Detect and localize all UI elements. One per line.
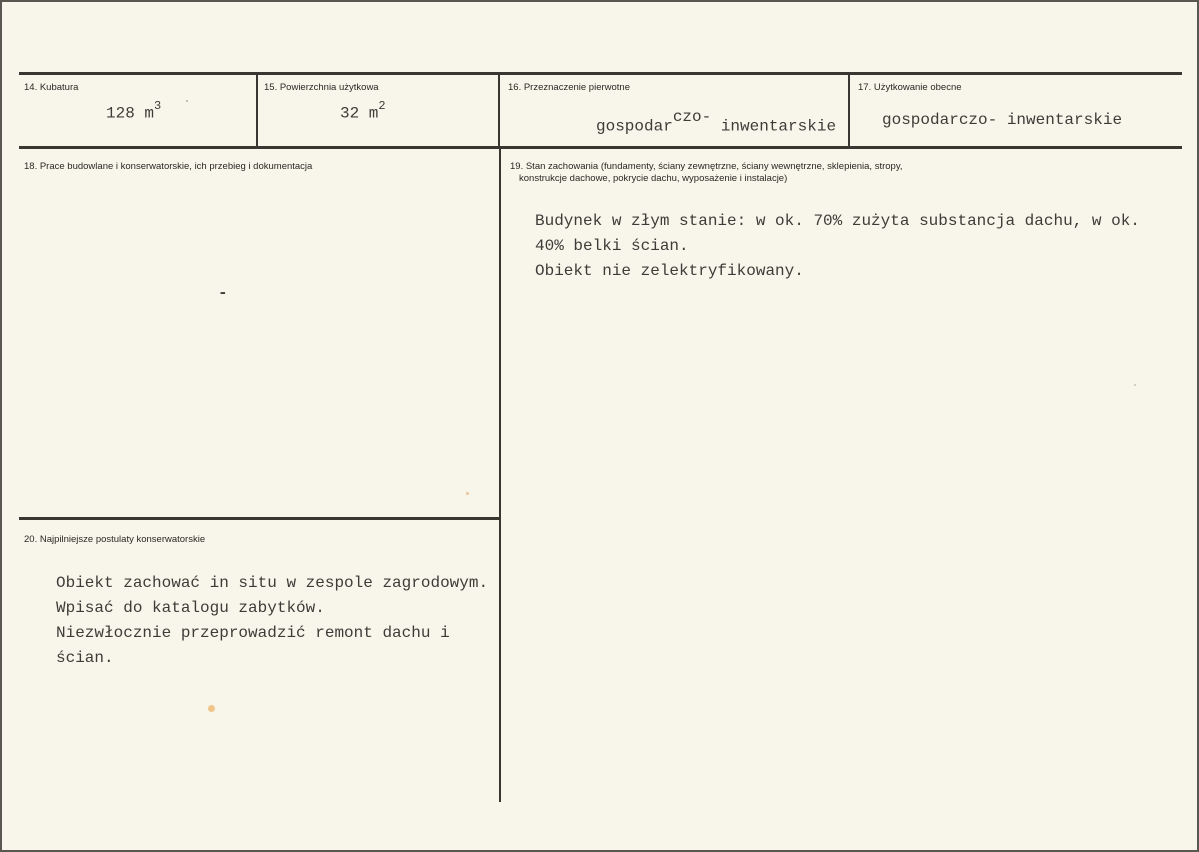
field-16-label: 16. Przeznaczenie pierwotne: [508, 82, 630, 93]
field-14-label: 14. Kubatura: [24, 82, 79, 93]
field-19-label-line2: konstrukcje dachowe, pokrycie dachu, wyposażenie i instalacje): [519, 173, 788, 184]
field-19-line: Budynek w złym stanie: w ok. 70% zużyta substancja dachu, w ok.: [535, 212, 1140, 230]
field-20-text: [56, 571, 488, 671]
field-17-label: 17. Użytkowanie obecne: [858, 82, 962, 93]
field-15-unit-exponent: 2: [378, 99, 386, 113]
row2-bottom-rule: [19, 517, 501, 520]
row1-bottom-rule: [19, 146, 1182, 149]
field-19-line: 40% belki ścian.: [535, 237, 689, 255]
field-19-line: Obiekt nie zelektryfikowany.: [535, 262, 804, 280]
field-17-value: gospodarczo- inwentarskie: [882, 111, 1123, 129]
field-15-label: 15. Powierzchnia użytkowa: [264, 82, 379, 93]
field-20-label: 20. Najpilniejsze postulaty konserwatorskie: [24, 534, 206, 545]
field-14-value: [106, 101, 161, 122]
paper-speck: [208, 705, 215, 712]
paper-speck: [186, 100, 188, 102]
field-18-value: -: [218, 284, 228, 302]
field-15-value: [340, 101, 386, 122]
paper-speck: [1134, 384, 1136, 386]
divider-14-15: [256, 73, 258, 148]
divider-16-17: [848, 73, 850, 148]
field-19-label-line1: 19. Stan zachowania (fundamenty, ściany zewnętrzne, ściany wewnętrzne, sklepienia, stropy,: [510, 161, 903, 172]
main-divider: [499, 147, 501, 802]
paper-speck: [466, 492, 469, 495]
field-16-value-part2: czo-: [672, 111, 712, 126]
field-15-number: 32 m: [340, 104, 379, 123]
field-16-value: [596, 111, 848, 135]
field-19-text: [535, 209, 1140, 284]
field-20-line: ścian.: [56, 649, 114, 667]
field-14-unit-exponent: 3: [154, 99, 162, 113]
field-14-number: 128 m: [106, 104, 155, 123]
field-20-line: Wpisać do katalogu zabytków.: [56, 599, 325, 617]
field-20-line: Niezwłocznie przeprowadzić remont dachu i: [56, 624, 450, 642]
divider-15-16: [498, 73, 500, 148]
field-16-value-part1: gospodar: [596, 117, 673, 136]
field-18-label: 18. Prace budowlane i konserwatorskie, ich przebieg i dokumentacja: [24, 161, 313, 172]
field-20-line: Obiekt zachować in situ w zespole zagrodowym.: [56, 574, 489, 592]
field-16-value-part3: inwentarskie: [711, 117, 837, 136]
top-rule: [19, 72, 1182, 75]
